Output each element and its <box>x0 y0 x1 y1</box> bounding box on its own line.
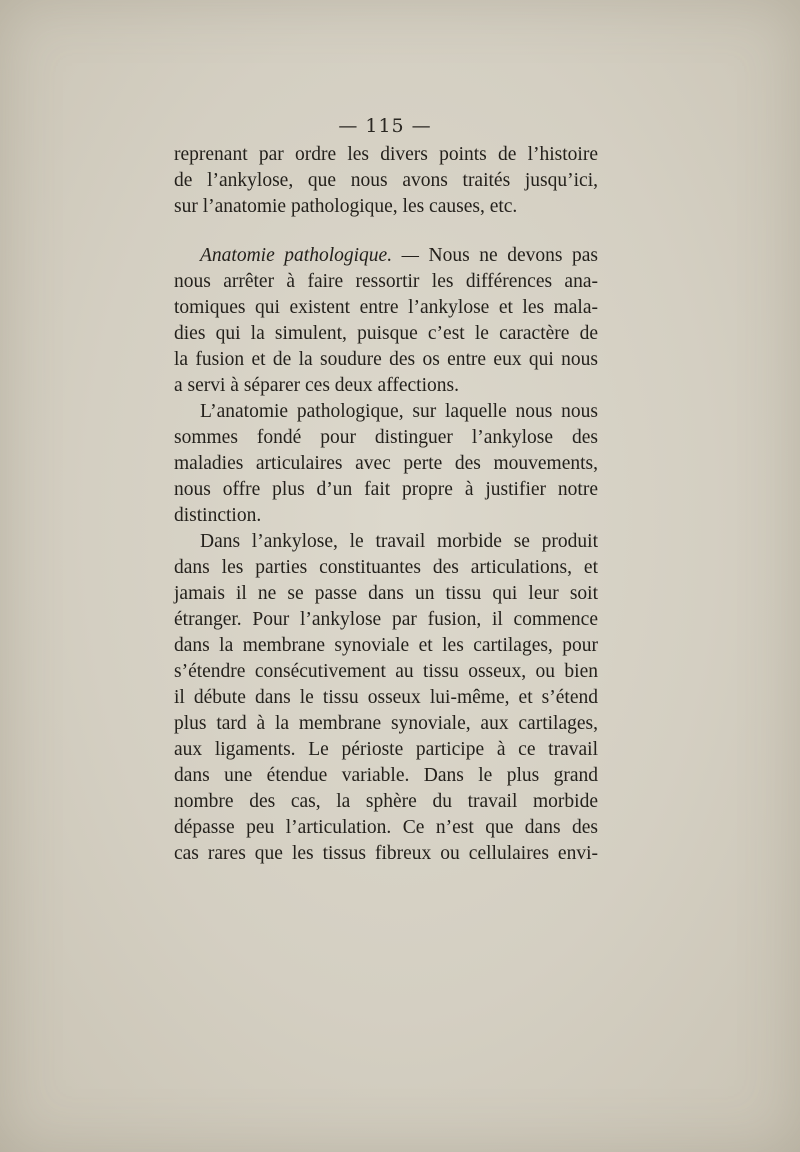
text-line: nombre des cas, la sphère du travail morbide <box>174 791 598 812</box>
text-line: plus tard à la membrane synoviale, aux cartilages, <box>174 713 598 734</box>
page-number: — 115 — <box>338 115 432 137</box>
text-line: nous offre plus d’un fait propre à justifier notre <box>174 479 598 500</box>
text-run: Nous ne devons pas <box>428 245 599 266</box>
text-line: dans la membrane synoviale et les cartilages, pour <box>174 635 598 656</box>
text-line: Dans l’ankylose, le travail morbide se produit <box>200 531 598 552</box>
text-line: jamais il ne se passe dans un tissu qui leur soit <box>174 583 598 604</box>
paragraph <box>174 142 598 220</box>
text-line: dépasse peu l’articulation. Ce n’est que dans des <box>174 817 598 838</box>
text-line: tomiques qui existent entre l’ankylose et les mala- <box>174 297 598 318</box>
text-line <box>174 243 598 269</box>
text-line: a servi à séparer ces deux affections. <box>174 375 459 396</box>
text-line: de l’ankylose, que nous avons traités jusqu’ici, <box>174 170 598 191</box>
text-line: reprenant par ordre les divers points de l’histoire <box>174 144 598 165</box>
text-line: sommes fondé pour distinguer l’ankylose des <box>174 427 598 448</box>
body-text <box>174 142 598 867</box>
paragraph <box>174 399 598 529</box>
paragraph <box>174 529 598 867</box>
text-line: aux ligaments. Le périoste participe à ce travail <box>174 739 598 760</box>
text-line: dies qui la simulent, puisque c’est le caractère de <box>174 323 598 344</box>
section-heading: Anatomie pathologique. — <box>200 245 419 266</box>
text-line: cas rares que les tissus fibreux ou cellulaires envi- <box>174 843 598 864</box>
text-line: la fusion et de la soudure des os entre eux qui nous <box>174 349 598 370</box>
text-line: il débute dans le tissu osseux lui-même, et s’étend <box>174 687 598 708</box>
text-line: nous arrêter à faire ressortir les différences ana- <box>174 271 598 292</box>
text-line: L’anatomie pathologique, sur laquelle nous nous <box>200 401 598 422</box>
paragraph <box>174 243 598 399</box>
text-line: sur l’anatomie pathologique, les causes, etc. <box>174 196 518 217</box>
text-line: étranger. Pour l’ankylose par fusion, il commence <box>174 609 598 630</box>
text-line: dans une étendue variable. Dans le plus grand <box>174 765 598 786</box>
text-line: s’étendre consécutivement au tissu osseux, ou bien <box>174 661 598 682</box>
text-line: dans les parties constituantes des articulations, et <box>174 557 598 578</box>
text-line: distinction. <box>174 505 262 526</box>
text-line: maladies articulaires avec perte des mouvements, <box>174 453 598 474</box>
